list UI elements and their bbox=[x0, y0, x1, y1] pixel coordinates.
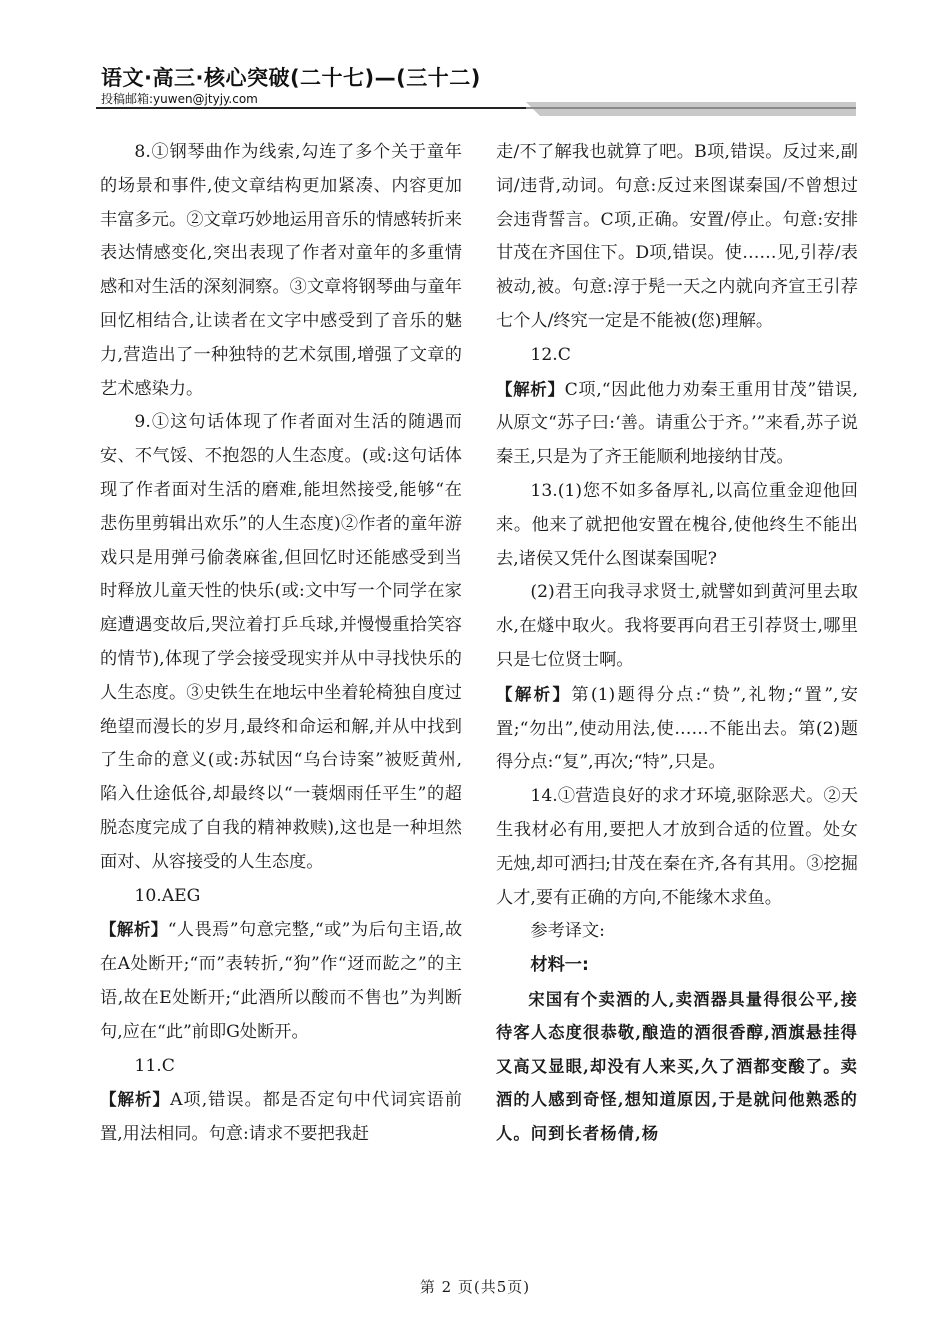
answer-13-2: (2)君王向我寻求贤士,就譬如到黄河里去取水,在燧中取火。我将要再向君王引荐贤士,哪里只是七位贤士啊。 bbox=[496, 582, 858, 670]
answer-10: 10.AEG bbox=[134, 885, 201, 906]
answer-13-1: 13.(1)您不如多备厚礼,以高位重金迎他回来。他来了就把他安置在槐谷,使他终生不能出去,诸侯又凭什么图谋秦国呢? bbox=[496, 480, 858, 569]
explanation-tag: 【解析】 bbox=[100, 920, 168, 940]
explanation-12 bbox=[496, 373, 858, 475]
right-column bbox=[496, 136, 858, 1150]
explanation-13 bbox=[496, 678, 858, 780]
explanation-13-text: 第(1)题得分点:“贽”,礼物;“置”,安置;“勿出”,使动用法,使……不能出去。第(2)题得分点:“复”,再次;“特”,只是。 bbox=[496, 684, 858, 773]
page-footer: 第 2 页(共5页) bbox=[419, 1278, 531, 1296]
answer-8: 8.①钢琴曲作为线索,勾连了多个关于童年的场景和事件,使文章结构更加紧凑、内容更加丰富多元。②文章巧妙地运用音乐的情感转折来表达情感变化,突出表现了作者对童年的多重情感和对生活的深刻洞察。③文章将钢琴曲与童年回忆相结合,让读者在文字中感受到了音乐的魅力,营造出了一种独特的艺术氛围,增强了文章的艺术感染力。 bbox=[100, 142, 462, 399]
explanation-12-text: C项,“因此他力劝秦王重用甘茂”错误,从原文“苏子曰:‘善。请重公于齐。’”来看,苏子说秦王,只是为了齐王能顺利地接纳甘茂。 bbox=[496, 379, 859, 468]
material-1-text: 宋国有个卖酒的人,卖酒器具量得很公平,接待客人态度很恭敬,酿造的酒很香醇,酒旗悬挂得又高又显眼,却没有人来买,久了酒都变酸了。卖酒的人感到奇怪,想知道原因,于是就问他熟悉的人。问到长者杨倩,杨 bbox=[496, 989, 858, 1143]
explanation-11-continued: 走/不了解我也就算了吧。B项,错误。反过来,副词/违背,动词。句意:反过来图谋秦国/不曾想过会违背誓言。C项,正确。安置/停止。句意:安排甘茂在齐国住下。D项,错误。使……见,引荐/表被动,被。句意:淳于髡一天之内就向齐宣王引荐七个人/终究一定是不能被(您)理解。 bbox=[496, 142, 858, 331]
explanation-tag: 【解析】 bbox=[496, 684, 572, 704]
left-column bbox=[100, 136, 462, 1152]
header-divider-bar bbox=[96, 102, 856, 116]
explanation-10 bbox=[100, 913, 462, 1049]
answer-9: 9.①这句话体现了作者面对生活的随遇而安、不气馁、不抱怨的人生态度。(或:这句话体现了作者面对生活的磨难,能坦然接受,能够“在悲伤里剪辑出欢乐”的人生态度)②作者的童年游戏只是用弹弓偷袭麻雀,但回忆时还能感受到当时释放儿童天性的快乐(或:文中写一个同学在家庭遭遇变故后,哭泣着打乒乓球,并慢慢重拾笑容的情节),体现了学会接受现实并从中寻找快乐的人生态度。③史铁生在地坛中坐着轮椅独自度过绝望而漫长的岁月,最终和命运和解,并从中找到了生命的意义(或:苏轼因“乌台诗案”被贬黄州,陷入仕途低谷,却最终以“一蓑烟雨任平生”的超脱态度完成了自我的精神救赎),这也是一种坦然面对、从容接受的人生态度。 bbox=[100, 412, 462, 872]
answer-14: 14.①营造良好的求才环境,驱除恶犬。②天生我材必有用,要把人才放到合适的位置。处女无烛,却可洒扫;甘茂在秦在齐,各有其用。③挖掘人才,要有正确的方向,不能缘木求鱼。 bbox=[496, 786, 858, 908]
explanation-11-text: A项,错误。都是否定句中代词宾语前置,用法相同。句意:请求不要把我赶 bbox=[100, 1090, 462, 1145]
answer-11: 11.C bbox=[134, 1055, 175, 1076]
material-1-title: 材料一: bbox=[530, 955, 589, 976]
header-title: 语文·高三·核心突破(二十七)—(三十二) bbox=[101, 66, 481, 90]
reference-translation-title: 参考译文: bbox=[530, 921, 605, 942]
explanation-10-text: “人畏焉”句意完整,“或”为后句主语,故在A处断开;“而”表转折,“狗”作“迓而龁之”的主语,故在E处断开;“此酒所以酸而不售也”为判断句,应在“此”前即G处断开。 bbox=[100, 920, 463, 1042]
explanation-tag: 【解析】 bbox=[100, 1090, 171, 1110]
header-email: 投稿邮箱:yuwen@jtyjy.com bbox=[101, 92, 258, 106]
page-header bbox=[0, 0, 950, 120]
explanation-11 bbox=[100, 1083, 462, 1152]
answer-12: 12.C bbox=[530, 344, 571, 365]
explanation-tag: 【解析】 bbox=[496, 379, 565, 399]
